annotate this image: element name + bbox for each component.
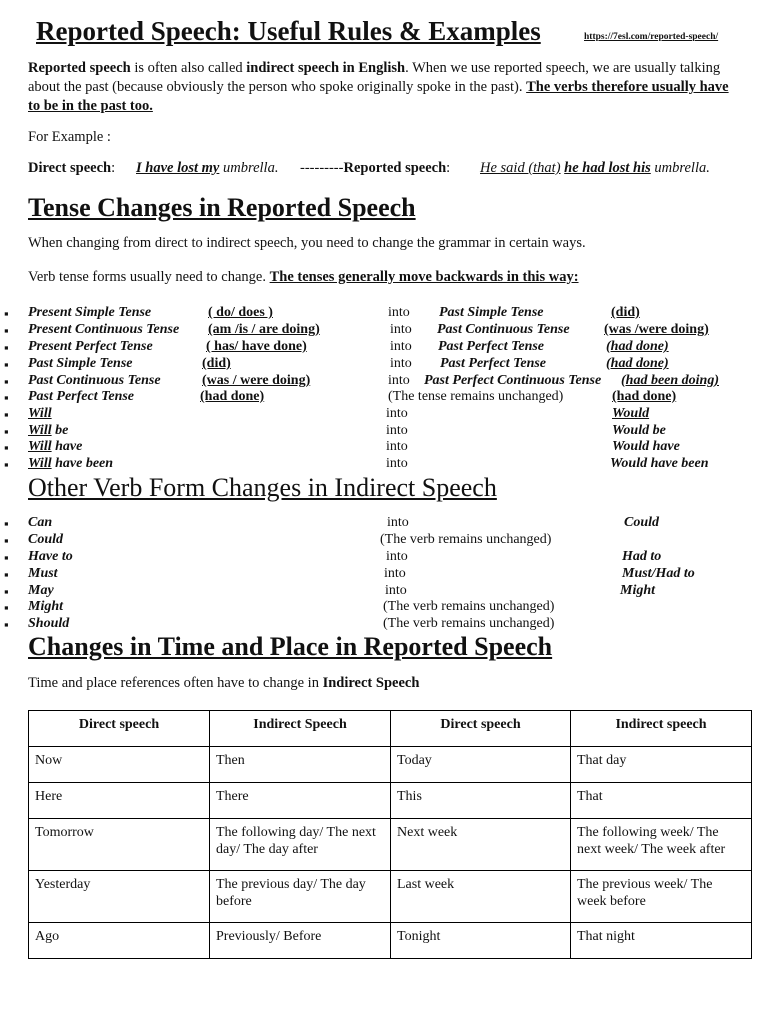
table-cell: Now xyxy=(29,747,210,783)
verb-into: into xyxy=(384,566,406,581)
intro-bold-1: Reported speech xyxy=(28,60,131,76)
verb-into: into xyxy=(386,549,408,564)
section-heading-other-verb-forms: Other Verb Form Changes in Indirect Speech xyxy=(28,473,497,502)
table-row xyxy=(29,819,752,871)
table-cell: There xyxy=(210,783,391,819)
example-dashes: --------- xyxy=(300,160,344,176)
bullet-icon: ▪ xyxy=(4,516,9,531)
table-cell: Today xyxy=(391,747,571,783)
table-cell: Tonight xyxy=(391,923,571,959)
bullet-icon: ▪ xyxy=(4,340,9,355)
bullet-icon: ▪ xyxy=(4,323,9,338)
tense-from-form: (did) xyxy=(202,356,231,371)
tense-from: Present Continuous Tense xyxy=(28,322,180,337)
bullet-icon: ▪ xyxy=(4,440,9,455)
tense-from: Past Perfect Tense xyxy=(28,389,135,404)
tense-to-form: (had done) xyxy=(606,356,669,371)
bullet-icon: ▪ xyxy=(4,567,9,582)
section1-paragraph-1: When changing from direct to indirect speech, you need to change the grammar in certain ways. xyxy=(28,235,586,251)
tense-into: into xyxy=(390,356,412,371)
time-place-table xyxy=(28,710,752,959)
table-cell: Here xyxy=(29,783,210,819)
table-cell: Last week xyxy=(391,871,571,923)
table-cell: That day xyxy=(571,747,752,783)
modal-to: Would xyxy=(612,406,650,421)
tense-into: into xyxy=(390,322,412,337)
verb-from: Might xyxy=(28,599,64,614)
tense-into: into xyxy=(388,373,410,388)
verb-from: Can xyxy=(28,515,53,530)
table-cell: Previously/ Before xyxy=(210,923,391,959)
verb-unchanged-note: (The verb remains unchanged) xyxy=(383,599,555,614)
bullet-icon: ▪ xyxy=(4,424,9,439)
example-direct-underlined: I have lost my xyxy=(136,160,220,176)
modal-to: Would have xyxy=(612,439,680,454)
verb-from: Should xyxy=(28,616,70,631)
bullet-icon: ▪ xyxy=(4,617,9,632)
verb-into: into xyxy=(387,515,409,530)
section-heading-time-place: Changes in Time and Place in Reported Speech xyxy=(28,632,553,661)
table-row xyxy=(29,747,752,783)
tense-from: Past Continuous Tense xyxy=(28,373,161,388)
verb-from: Could xyxy=(28,532,64,547)
intro-text-2: . When we use reported speech, we are usually talking about the past (because obviously the person who spoke originally spoke in the past). xyxy=(28,60,721,95)
table-cell: The previous day/ The day before xyxy=(210,871,391,923)
table-cell: Next week xyxy=(391,819,571,871)
section1-paragraph-2 xyxy=(28,269,579,286)
tense-to: Past Continuous Tense xyxy=(437,322,570,337)
intro-paragraph xyxy=(28,59,740,116)
table-row xyxy=(29,783,752,819)
intro-bold-3: The verbs therefore usually have to be in the past too. xyxy=(28,79,729,114)
table-cell: Then xyxy=(210,747,391,783)
modal-from: Will be xyxy=(28,423,69,438)
tense-into: into xyxy=(386,423,408,438)
verb-from: Have to xyxy=(28,549,73,564)
intro-text-1: is often also called xyxy=(130,60,247,76)
bullet-icon: ▪ xyxy=(4,374,9,389)
tense-unchanged-note: (The tense remains unchanged) xyxy=(388,389,564,404)
modal-from: Will have been xyxy=(28,456,114,471)
tense-from-form: (had done) xyxy=(200,389,265,404)
verb-into: into xyxy=(385,583,407,598)
section3-p-plain: Time and place references often have to change in xyxy=(28,675,323,691)
table-header-cell: Indirect Speech xyxy=(210,711,391,747)
table-cell: That night xyxy=(571,923,752,959)
tense-from-form: ( has/ have done) xyxy=(206,339,307,354)
example-reported-label: Reported speech xyxy=(343,160,447,176)
table-header-cell: Direct speech xyxy=(391,711,571,747)
verb-to: Might xyxy=(620,583,656,598)
tense-into: into xyxy=(386,439,408,454)
verb-unchanged-note: (The verb remains unchanged) xyxy=(383,616,555,631)
example-reported-u2: he had lost his xyxy=(564,160,651,176)
source-url-link[interactable]: https://7esl.com/reported-speech/ xyxy=(584,32,719,42)
example-direct-sentence xyxy=(136,160,278,177)
tense-to: Past Simple Tense xyxy=(439,305,544,320)
example-reported-label-wrap xyxy=(300,160,450,177)
modal-to: Would be xyxy=(612,423,666,438)
table-cell: This xyxy=(391,783,571,819)
table-row xyxy=(29,871,752,923)
tense-from: Present Simple Tense xyxy=(28,305,152,320)
example-direct-label-wrap xyxy=(28,160,115,177)
tense-to-form: (did) xyxy=(611,305,640,320)
verb-to: Could xyxy=(624,515,660,530)
tense-into: into xyxy=(386,456,408,471)
example-colon-2: : xyxy=(446,160,451,176)
section3-p-bold: Indirect Speech xyxy=(322,675,420,691)
tense-from: Past Simple Tense xyxy=(28,356,133,371)
tense-from-form: ( do/ does ) xyxy=(208,305,273,320)
tense-from-form: (was / were doing) xyxy=(202,373,311,388)
table-header-row xyxy=(29,711,752,747)
tense-to: Past Perfect Continuous Tense xyxy=(424,373,602,388)
modal-from: Will xyxy=(28,406,52,421)
bullet-icon: ▪ xyxy=(4,457,9,472)
tense-to-form: (was /were doing) xyxy=(604,322,709,337)
example-reported-rest: umbrella. xyxy=(650,160,710,176)
bullet-icon: ▪ xyxy=(4,407,9,422)
table-cell: That xyxy=(571,783,752,819)
table-cell: Tomorrow xyxy=(29,819,210,871)
section1-p2-bold: The tenses generally move backwards in this way: xyxy=(269,269,579,285)
tense-into: into xyxy=(390,339,412,354)
tense-to: Past Perfect Tense xyxy=(438,339,545,354)
bullet-icon: ▪ xyxy=(4,600,9,615)
verb-from: May xyxy=(28,583,54,598)
section3-paragraph xyxy=(28,675,419,692)
tense-to-form: (had done) xyxy=(612,389,677,404)
verb-unchanged-note: (The verb remains unchanged) xyxy=(380,532,552,547)
table-cell: Ago xyxy=(29,923,210,959)
section1-p2-plain: Verb tense forms usually need to change. xyxy=(28,269,270,285)
table-header-cell: Direct speech xyxy=(29,711,210,747)
tense-to-form: (had been doing) xyxy=(621,373,719,388)
example-direct-label: Direct speech xyxy=(28,160,112,176)
verb-from: Must xyxy=(28,566,58,581)
table-cell: The previous week/ The week before xyxy=(571,871,752,923)
table-cell: The following day/ The next day/ The day after xyxy=(210,819,391,871)
verb-to: Must/Had to xyxy=(622,566,695,581)
example-direct-rest: umbrella. xyxy=(219,160,279,176)
modal-from: Will have xyxy=(28,439,83,454)
tense-to: Past Perfect Tense xyxy=(440,356,547,371)
section-heading-tense-changes: Tense Changes in Reported Speech xyxy=(28,193,416,222)
tense-from: Present Perfect Tense xyxy=(28,339,153,354)
table-cell: The following week/ The next week/ The week after xyxy=(571,819,752,871)
bullet-icon: ▪ xyxy=(4,533,9,548)
bullet-icon: ▪ xyxy=(4,584,9,599)
tense-into: into xyxy=(388,305,410,320)
intro-bold-2: indirect speech in English xyxy=(246,60,406,76)
tense-to-form: (had done) xyxy=(606,339,669,354)
verb-to: Had to xyxy=(622,549,662,564)
example-reported-u1: He said (that) xyxy=(480,160,561,176)
tense-into: into xyxy=(386,406,408,421)
bullet-icon: ▪ xyxy=(4,306,9,321)
table-header-cell: Indirect speech xyxy=(571,711,752,747)
example-colon: : xyxy=(111,160,116,176)
example-label: For Example : xyxy=(28,129,111,145)
table-row xyxy=(29,923,752,959)
bullet-icon: ▪ xyxy=(4,550,9,565)
example-reported-sentence xyxy=(480,160,710,177)
table-cell: Yesterday xyxy=(29,871,210,923)
bullet-icon: ▪ xyxy=(4,390,9,405)
page-title: Reported Speech: Useful Rules & Examples xyxy=(36,16,541,46)
modal-to: Would have been xyxy=(610,456,709,471)
bullet-icon: ▪ xyxy=(4,357,9,372)
tense-from-form: (am /is / are doing) xyxy=(208,322,320,337)
